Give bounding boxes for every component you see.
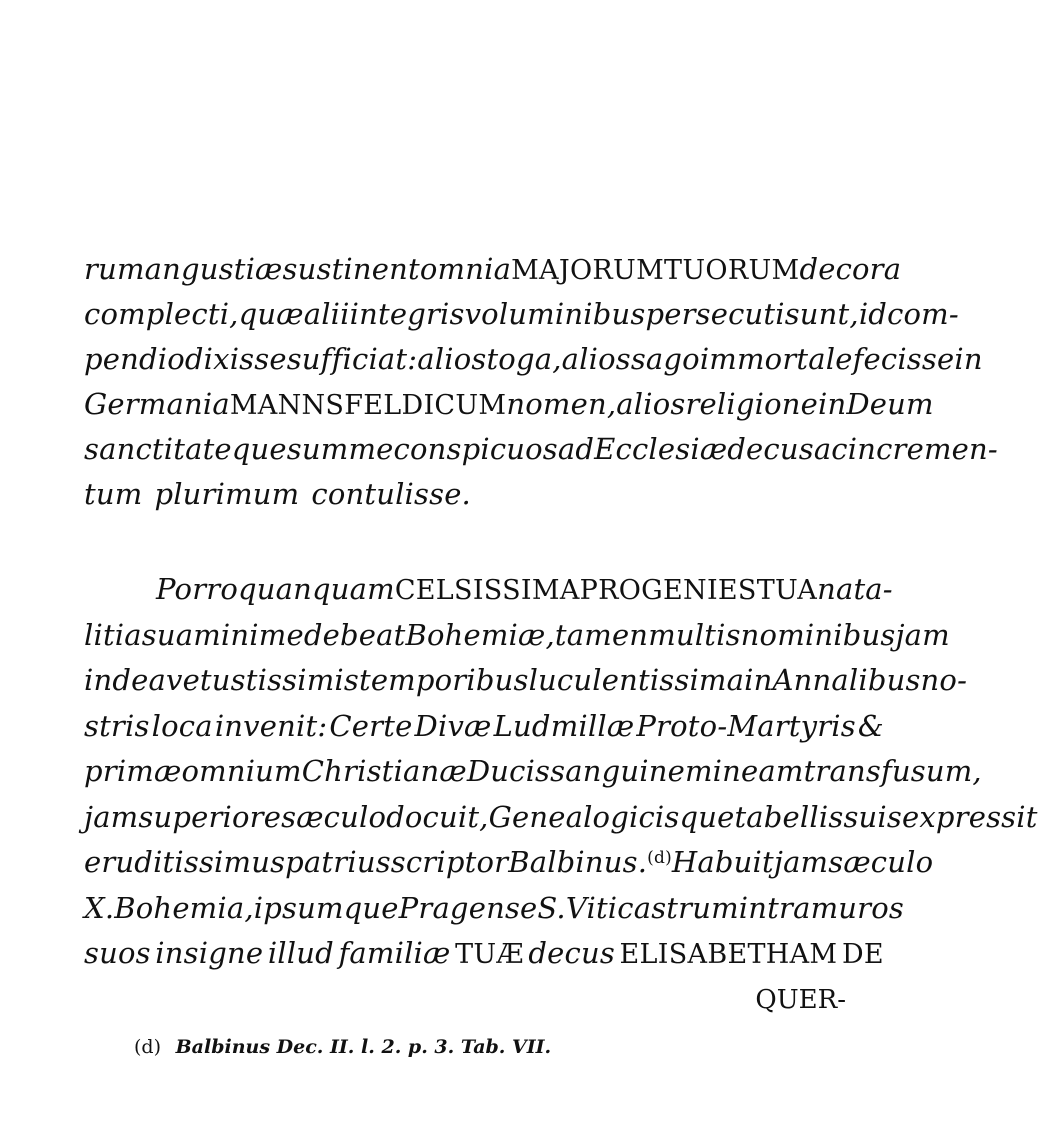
small-caps-word: MANNSFELDICUM [229, 390, 507, 421]
word: quæ [238, 297, 304, 331]
paragraph-2-line [84, 936, 884, 986]
word: Christianæ [301, 754, 467, 788]
word: intra [738, 890, 811, 925]
word: no- [920, 663, 968, 697]
small-caps-word: TUÆ [455, 939, 524, 970]
word: luculentissima [528, 663, 745, 697]
word: primæ [84, 754, 182, 788]
word: plurimum [154, 477, 300, 511]
word: eruditissimus [84, 845, 286, 879]
word: sæculo [281, 799, 387, 834]
paragraph-2-line [84, 890, 904, 941]
footnote-mark: (d) [134, 1036, 161, 1058]
word: transfusum, [803, 754, 982, 788]
word: Annalibus [772, 663, 921, 697]
word: fecisse [852, 342, 955, 376]
word: S. [537, 890, 566, 925]
word: minime [193, 617, 304, 652]
catchword: QUER- [755, 985, 846, 1015]
word: com- [887, 297, 959, 331]
word: a [148, 663, 166, 697]
word: conspicuos [393, 432, 558, 466]
word: Porro [156, 572, 238, 606]
paragraph-1-line [84, 342, 983, 392]
word: Viti [565, 890, 618, 925]
word: jam [895, 617, 950, 652]
word: stris [84, 708, 150, 743]
word: ipsumque [253, 890, 399, 925]
word: decus [727, 432, 814, 466]
word: loca [151, 708, 213, 743]
word: sustinent [282, 252, 420, 286]
small-caps-word: TUA [756, 575, 818, 606]
word: omnium [181, 754, 302, 788]
word: persecuti [645, 297, 785, 331]
word: voluminibus [464, 297, 646, 331]
word: familiæ [338, 936, 451, 970]
word: integris [349, 297, 465, 331]
word: & [857, 708, 884, 743]
word: Ludmillæ [493, 708, 635, 743]
word: suos [84, 936, 151, 970]
word: toga, [486, 342, 562, 376]
word: debeat [303, 617, 406, 652]
small-caps-word: TUORUM [664, 255, 800, 286]
paragraph-1-line [84, 252, 902, 302]
word: Bohemiæ, [405, 617, 555, 652]
word: id [858, 297, 888, 331]
small-caps-word: CELSISSIMA [394, 575, 580, 606]
word: Divæ [414, 708, 492, 743]
word: alios [417, 342, 487, 376]
word: immortale [699, 342, 853, 376]
word: jam [773, 845, 829, 879]
word: sunt, [784, 297, 859, 331]
small-caps-word: DE [841, 939, 884, 970]
word: illud [267, 936, 334, 970]
paragraph-2-line [156, 572, 893, 622]
word: contulisse. [311, 477, 471, 511]
word: nomen, [506, 387, 617, 421]
word: docuit, [386, 799, 489, 834]
word: Ecclesiæ [594, 432, 728, 466]
small-caps-word: PROGENIES [579, 575, 757, 606]
paragraph-2-line [84, 617, 950, 668]
word: in [712, 754, 742, 788]
word: Ducis [466, 754, 551, 788]
word: X. [84, 890, 115, 925]
word: decora [799, 252, 902, 286]
word: vetustissimis [165, 663, 359, 697]
word: pendio [84, 342, 185, 376]
word: sufficiat: [286, 342, 418, 376]
word: rum [84, 252, 145, 286]
word: Habuit [671, 845, 774, 879]
word: sanctitateque [84, 432, 287, 466]
word: in [744, 663, 773, 697]
word: inde [84, 663, 149, 697]
word: sua [141, 617, 194, 652]
word: insigne [155, 936, 264, 970]
word: incremen- [847, 432, 998, 466]
word: dixisse [184, 342, 287, 376]
word: expressit [901, 799, 1038, 834]
small-caps-word: MAJORUM [511, 255, 665, 286]
word: in [817, 387, 847, 421]
word: Germania [84, 387, 230, 421]
word: summe [286, 432, 394, 466]
word: nominibus [740, 617, 896, 652]
word: suis [843, 799, 902, 834]
paragraph-1-line [84, 477, 884, 527]
word: superiore [138, 799, 282, 834]
word: temporibus [358, 663, 529, 697]
paragraph-2-line [84, 799, 1038, 850]
footnote-text: Balbinus Dec. II. l. 2. p. 3. Tab. VII. [175, 1036, 552, 1058]
word: Certe [329, 708, 413, 743]
word: quanquam [237, 572, 395, 606]
word: in [954, 342, 983, 376]
word: Balbinus. [508, 845, 648, 879]
word: Genealogicisque [488, 799, 735, 834]
word: alios [561, 342, 631, 376]
word: nata- [817, 572, 893, 606]
word: religione [685, 387, 818, 421]
paragraph-1-line [84, 297, 959, 347]
word: castrum [617, 890, 739, 925]
word: sæculo [828, 845, 934, 879]
word: tamen [554, 617, 649, 652]
word: alii [303, 297, 350, 331]
word: omnia [419, 252, 512, 286]
word: Proto-Martyris [636, 708, 856, 743]
small-caps-word: ELISABETHAM [619, 939, 838, 970]
word: sago [630, 342, 700, 376]
word: angustiæ [144, 252, 283, 286]
word: jam [84, 799, 139, 834]
footnote [134, 1036, 551, 1058]
word: Deum [846, 387, 934, 421]
paragraph-2-line [84, 663, 968, 713]
word: ad [557, 432, 595, 466]
word: Pragense [398, 890, 538, 925]
word: patrius [285, 845, 391, 879]
word: tum [84, 477, 143, 511]
word: eam [741, 754, 804, 788]
paragraph-2-line [84, 754, 982, 804]
word: invenit: [214, 708, 328, 743]
word: litia [84, 617, 142, 652]
word: tabellis [734, 799, 844, 834]
word: decus [528, 936, 615, 970]
footnote-reference: (d) [647, 848, 672, 868]
word: scriptor [390, 845, 509, 879]
word: Bohemia, [114, 890, 254, 925]
word: complecti, [84, 297, 239, 331]
word: muros [810, 890, 904, 925]
word: alios [616, 387, 686, 421]
paragraph-1-line [84, 432, 998, 482]
paragraph-1-line [84, 387, 934, 437]
paragraph-2-line [84, 709, 884, 759]
word: sanguinem [550, 754, 713, 788]
word: ac [813, 432, 848, 466]
word: multis [648, 617, 741, 652]
paragraph-2-line [84, 845, 934, 895]
